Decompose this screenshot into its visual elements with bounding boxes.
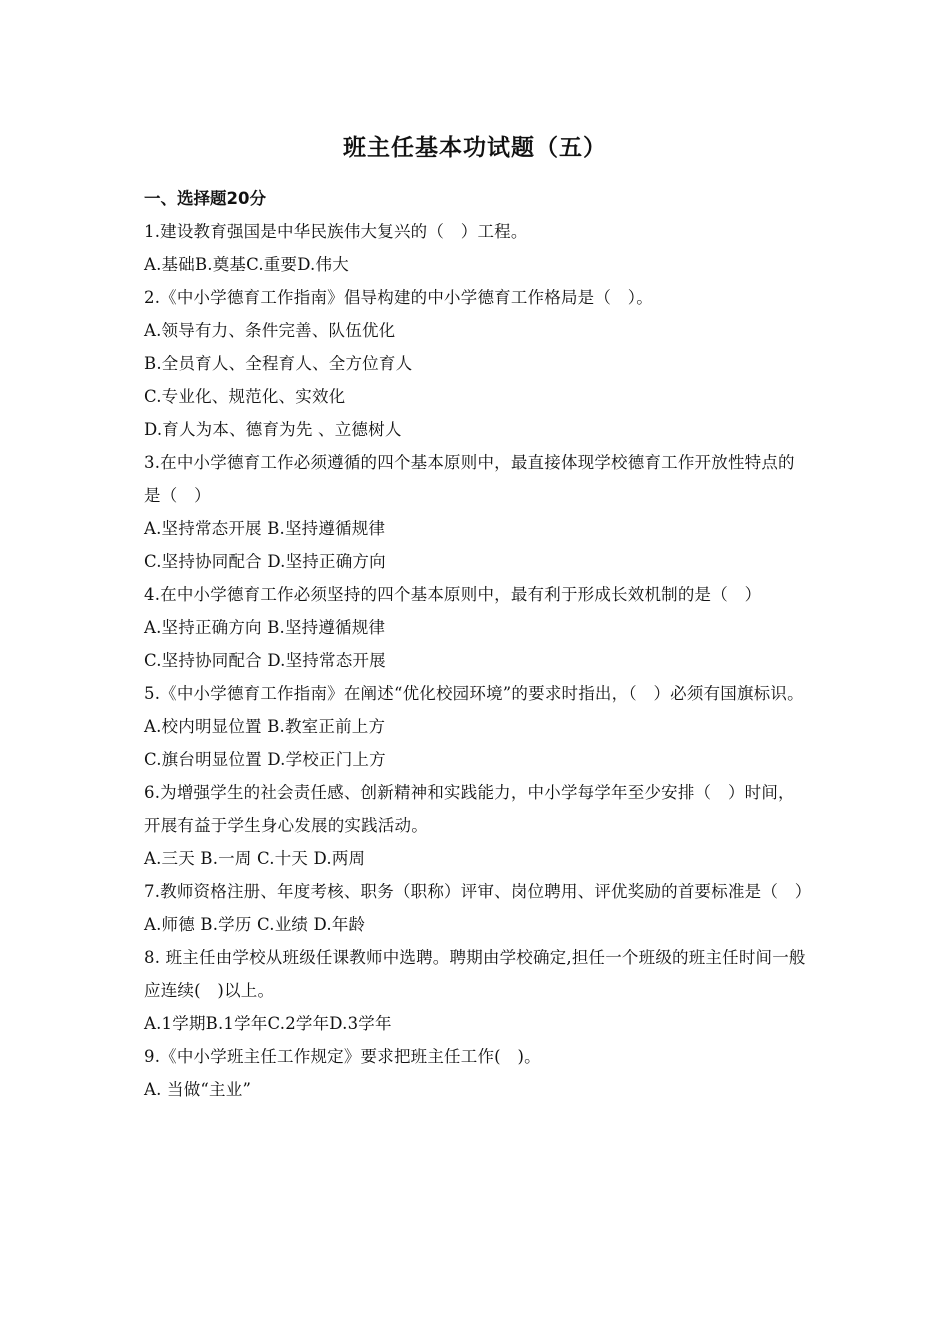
options-cd: C.旗台明显位置 D.学校正门上方 bbox=[144, 750, 386, 769]
question-7 bbox=[144, 875, 812, 941]
options-ab: A.校内明显位置 B.教室正前上方 bbox=[144, 717, 386, 736]
question-text: 2.《中小学德育工作指南》倡导构建的中小学德育工作格局是（ ）。 bbox=[144, 288, 653, 307]
option-c: C.专业化、规范化、实效化 bbox=[144, 387, 346, 406]
question-text: 6.为增强学生的社会责任感、创新精神和实践能力，中小学每学年至少安排（ ）时间，开展有益于学生身心发展的实践活动。 bbox=[144, 783, 795, 835]
section-heading: 一、选择题20分 bbox=[144, 189, 266, 208]
question-text: 8. 班主任由学校从班级任课教师中选聘。聘期由学校确定,担任一个班级的班主任时间一般应连续( )以上。 bbox=[144, 948, 806, 1000]
question-text: 9.《中小学班主任工作规定》要求把班主任工作( )。 bbox=[144, 1047, 541, 1066]
option-d: D.育人为本、德育为先 、立德树人 bbox=[144, 420, 402, 439]
question-options: A.基础B.奠基C.重要D.伟大 bbox=[144, 255, 349, 274]
question-options: A.1学期B.1学年C.2学年D.3学年 bbox=[144, 1014, 392, 1033]
question-9 bbox=[144, 1040, 808, 1106]
question-options: A.师德 B.学历 C.业绩 D.年龄 bbox=[144, 915, 366, 934]
question-1 bbox=[144, 215, 808, 281]
options-cd: C.坚持协同配合 D.坚持常态开展 bbox=[144, 651, 386, 670]
question-3 bbox=[144, 446, 808, 578]
option-a: A.领导有力、条件完善、队伍优化 bbox=[144, 321, 396, 340]
question-6 bbox=[144, 776, 808, 875]
options-cd: C.坚持协同配合 D.坚持正确方向 bbox=[144, 552, 386, 571]
options-ab: A.坚持正确方向 B.坚持遵循规律 bbox=[144, 618, 386, 637]
question-text: 4.在中小学德育工作必须坚持的四个基本原则中，最有利于形成长效机制的是（ ） bbox=[144, 585, 762, 604]
option-a: A. 当做“主业” bbox=[144, 1080, 252, 1099]
question-text: 7.教师资格注册、年度考核、职务（职称）评审、岗位聘用、评优奖励的首要标准是（ ） bbox=[144, 882, 812, 901]
question-2 bbox=[144, 281, 808, 446]
question-options: A.三天 B.一周 C.十天 D.两周 bbox=[144, 849, 366, 868]
question-text: 3.在中小学德育工作必须遵循的四个基本原则中，最直接体现学校德育工作开放性特点的是（ ） bbox=[144, 453, 795, 505]
question-8 bbox=[144, 941, 808, 1040]
option-b: B.全员育人、全程育人、全方位育人 bbox=[144, 354, 413, 373]
question-text: 1.建设教育强国是中华民族伟大复兴的（ ）工程。 bbox=[144, 222, 528, 241]
question-4 bbox=[144, 578, 808, 677]
document-body bbox=[144, 182, 812, 1106]
question-5 bbox=[144, 677, 808, 776]
question-text: 5.《中小学德育工作指南》在阐述“优化校园环境”的要求时指出，（ ）必须有国旗标识。 bbox=[144, 684, 804, 703]
options-ab: A.坚持常态开展 B.坚持遵循规律 bbox=[144, 519, 386, 538]
document-title: 班主任基本功试题（五） bbox=[343, 135, 607, 161]
